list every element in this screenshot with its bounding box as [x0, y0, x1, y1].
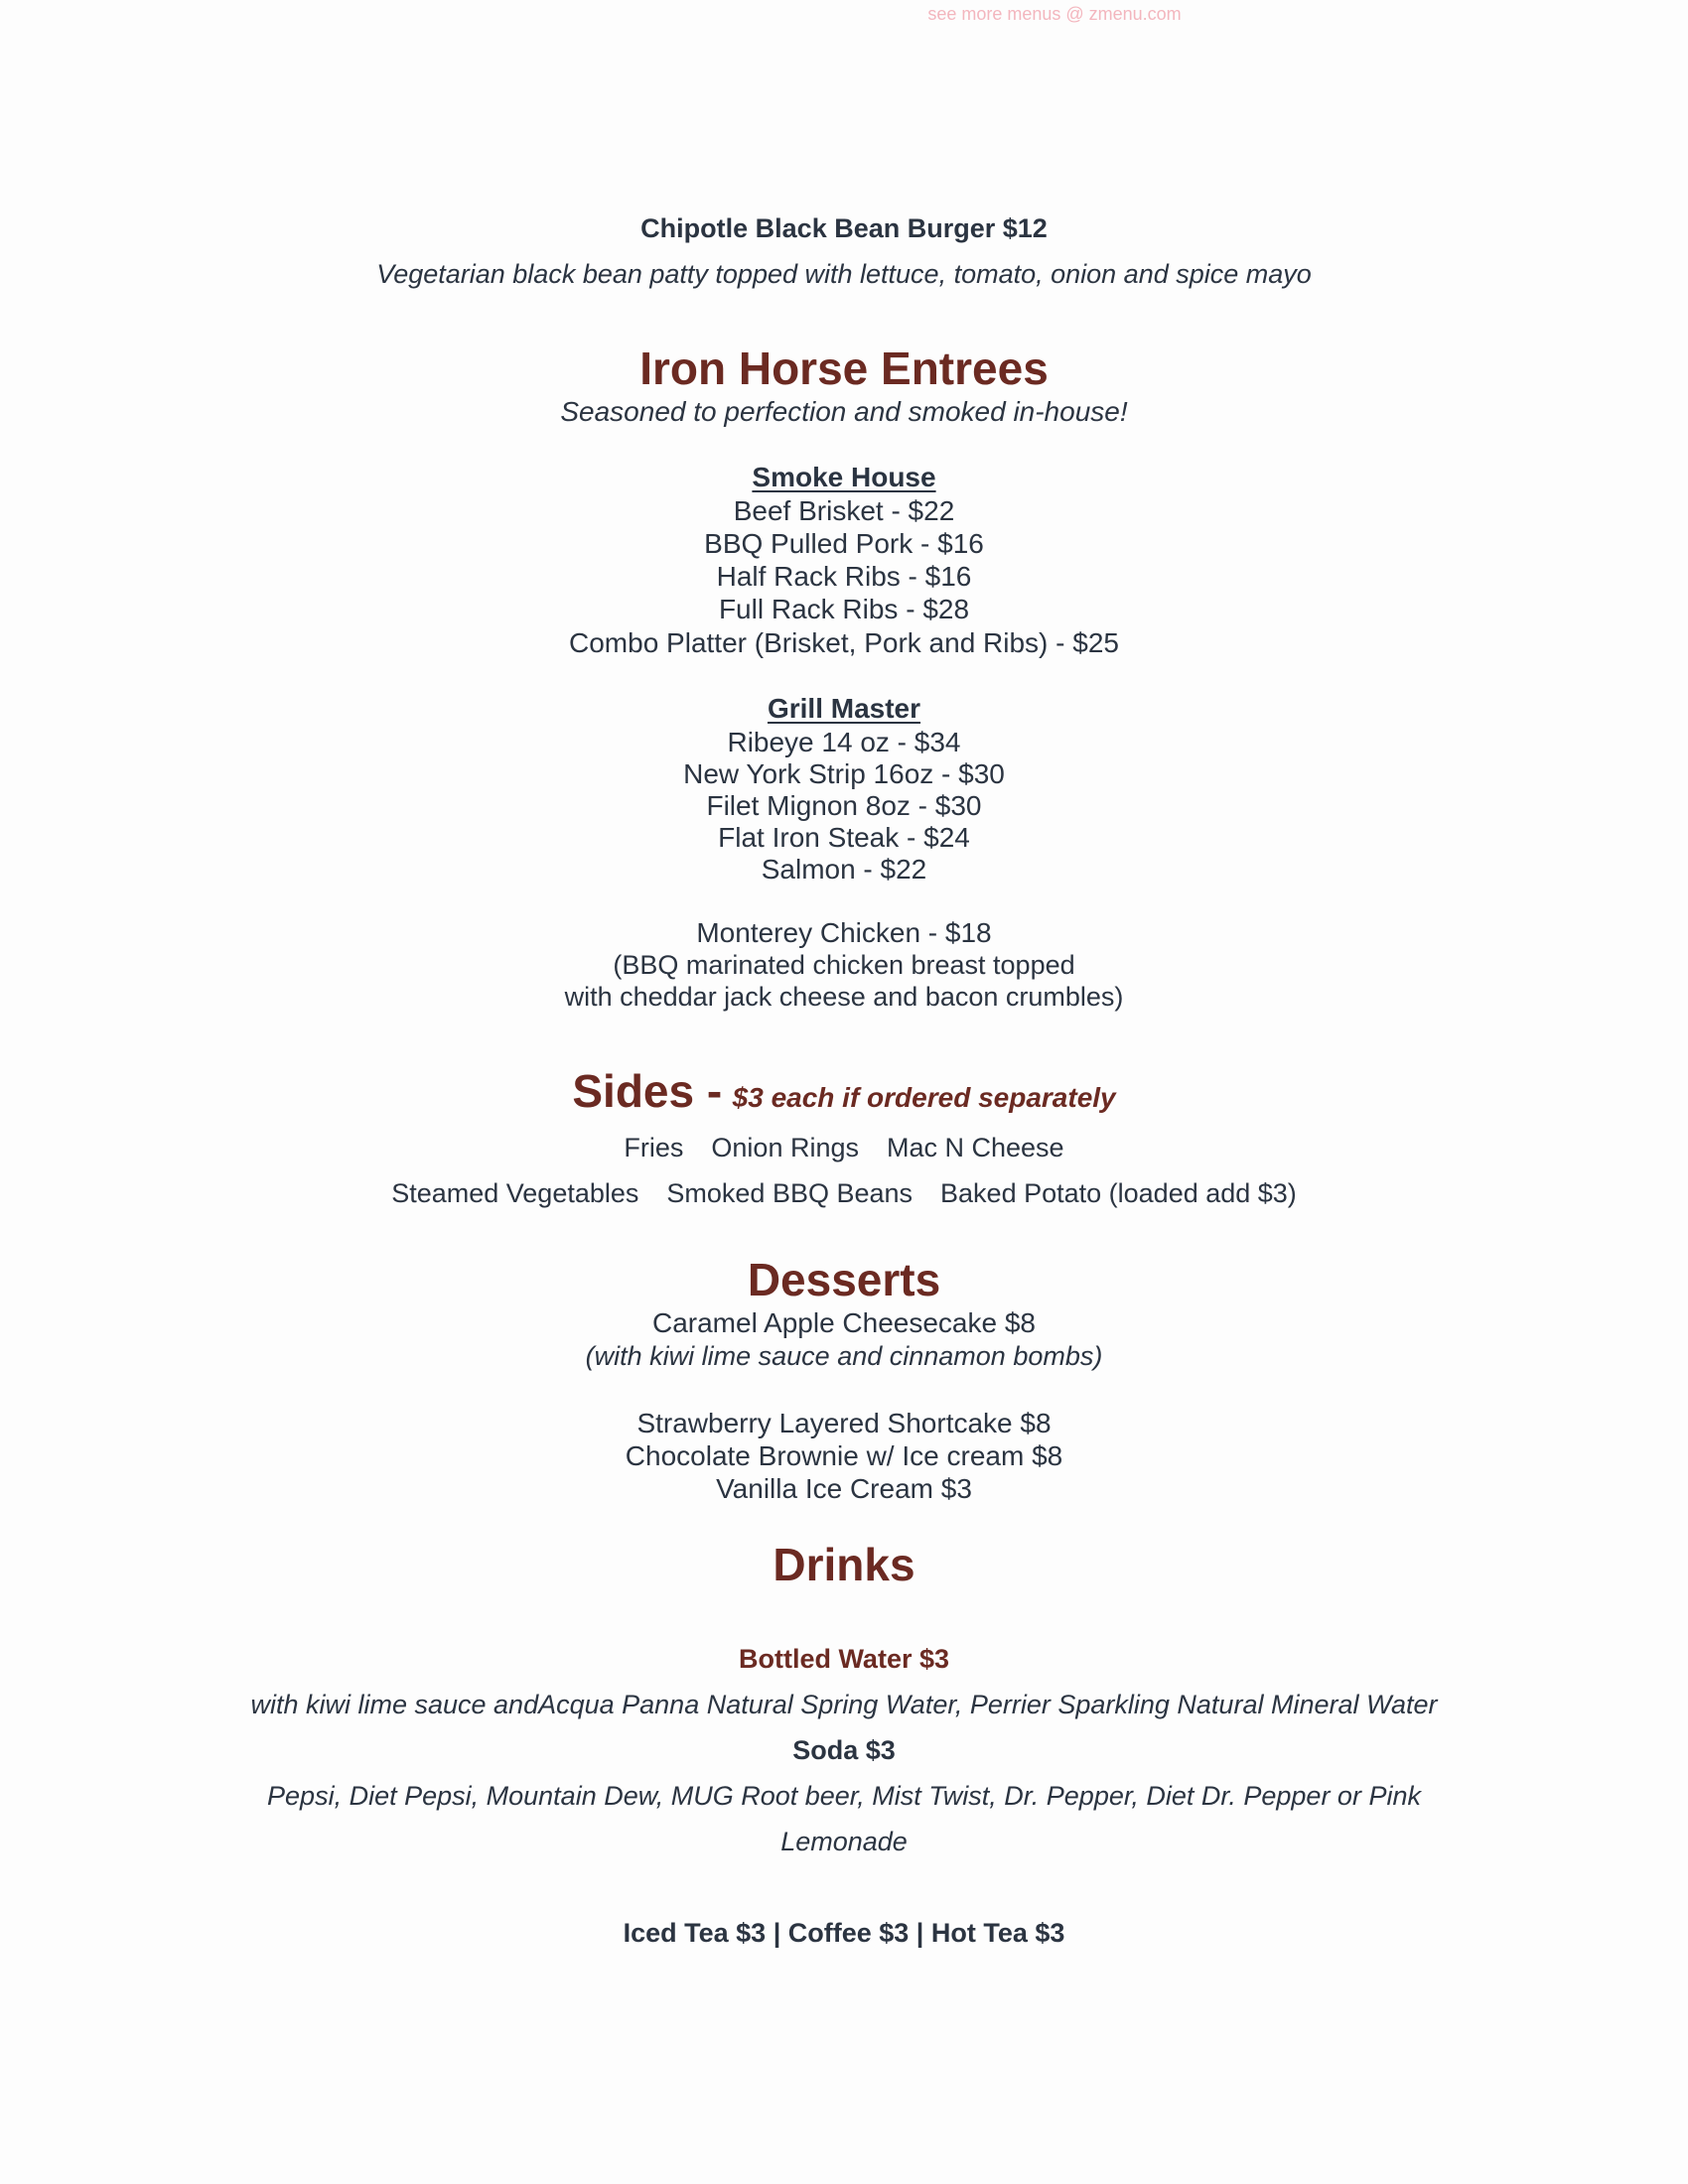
monterey-chicken: Monterey Chicken - $18	[696, 917, 992, 948]
smoke-house-heading: Smoke House	[752, 462, 936, 492]
side-item: Onion Rings	[711, 1133, 859, 1162]
hot-drinks-line: Iced Tea $3 | Coffee $3 | Hot Tea $3	[623, 1918, 1065, 1948]
side-item: Steamed Vegetables	[391, 1178, 639, 1208]
dessert-item: Caramel Apple Cheesecake $8	[651, 1307, 1036, 1338]
entrees-subtitle: Seasoned to perfection and smoked in-house!	[560, 396, 1128, 427]
side-item: Smoked BBQ Beans	[666, 1178, 914, 1208]
grill-master-item: Ribeye 14 oz - $34	[727, 727, 961, 757]
grill-master-heading: Grill Master	[767, 693, 921, 724]
soda-desc-line2: Lemonade	[780, 1827, 908, 1856]
side-item: Baked Potato (loaded add $3)	[940, 1178, 1297, 1208]
grill-master-item: Filet Mignon 8oz - $30	[706, 790, 982, 821]
bottled-water-title: Bottled Water $3	[738, 1644, 950, 1674]
dessert-item: Strawberry Layered Shortcake $8	[636, 1408, 1052, 1438]
smoke-house-item: BBQ Pulled Pork - $16	[704, 528, 984, 559]
watermark: see more menus @ zmenu.com	[927, 4, 1182, 24]
burger-name: Chipotle Black Bean Burger $12	[640, 213, 1048, 243]
dessert-item: Vanilla Ice Cream $3	[716, 1473, 972, 1504]
grill-master-item: New York Strip 16oz - $30	[683, 758, 1005, 789]
smoke-house-item: Combo Platter (Brisket, Pork and Ribs) - $25	[569, 627, 1119, 658]
drinks-title: Drinks	[773, 1539, 915, 1590]
sides-row-2	[0, 1178, 1688, 1209]
side-item: Mac N Cheese	[887, 1133, 1064, 1162]
sides-row-1	[0, 1133, 1688, 1163]
dessert-item-note: (with kiwi lime sauce and cinnamon bombs)	[585, 1341, 1103, 1371]
desserts-title: Desserts	[747, 1254, 941, 1305]
grill-master-item: Flat Iron Steak - $24	[718, 822, 970, 853]
side-item: Fries	[624, 1133, 684, 1162]
burger-description: Vegetarian black bean patty topped with lettuce, tomato, onion and spice mayo	[376, 259, 1312, 289]
smoke-house-item: Beef Brisket - $22	[733, 495, 955, 526]
entrees-title: Iron Horse Entrees	[639, 342, 1049, 394]
sides-title: Sides -	[572, 1065, 723, 1117]
monterey-desc-line1: (BBQ marinated chicken breast topped	[613, 950, 1075, 980]
monterey-desc-line2: with cheddar jack cheese and bacon crumbles)	[564, 982, 1124, 1012]
sides-note: $3 each if ordered separately	[732, 1082, 1116, 1113]
smoke-house-item: Half Rack Ribs - $16	[716, 561, 972, 592]
bottled-water-desc: with kiwi lime sauce andAcqua Panna Natural Spring Water, Perrier Sparkling Natural Mineral Water	[250, 1690, 1438, 1719]
soda-desc-line1: Pepsi, Diet Pepsi, Mountain Dew, MUG Root beer, Mist Twist, Dr. Pepper, Diet Dr. Pepper or Pink	[267, 1781, 1421, 1811]
grill-master-item: Salmon - $22	[761, 854, 927, 885]
soda-title: Soda $3	[792, 1735, 896, 1765]
sides-header	[0, 1064, 1688, 1118]
dessert-item: Chocolate Brownie w/ Ice cream $8	[625, 1440, 1063, 1471]
smoke-house-item: Full Rack Ribs - $28	[718, 594, 970, 624]
